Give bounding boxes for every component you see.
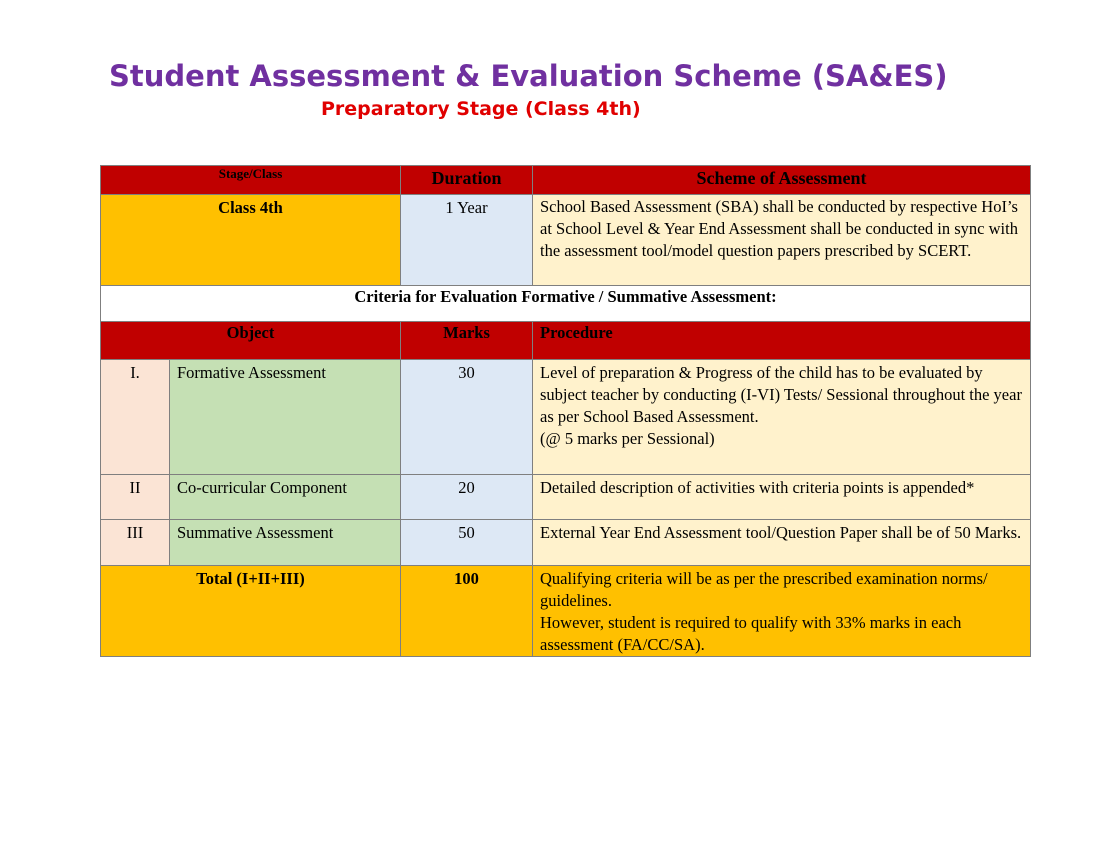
class-cell: Class 4th (101, 195, 401, 286)
row-object: Formative Assessment (170, 360, 401, 475)
total-procedure-text: Qualifying criteria will be as per the prescribed examination norms/ guidelines. (540, 569, 988, 610)
row-marks: 30 (401, 360, 533, 475)
header-duration: Duration (401, 166, 533, 195)
table-row (101, 360, 1031, 475)
scheme-header-row (101, 166, 1031, 195)
header-procedure: Procedure (533, 322, 1031, 360)
procedure-note: (@ 5 marks per Sessional) (540, 429, 715, 448)
row-object: Summative Assessment (170, 520, 401, 566)
row-object: Co-curricular Component (170, 475, 401, 520)
row-number: I. (101, 360, 170, 475)
criteria-header-row (101, 322, 1031, 360)
total-label: Total (I+II+III) (101, 566, 401, 657)
assessment-scheme-table (100, 165, 1031, 657)
total-marks: 100 (401, 566, 533, 657)
procedure-text: Level of preparation & Progress of the child has to be evaluated by subject teacher by conducting (I-VI) Tests/ Sessional throughout the year as per School Based Assessment. (540, 363, 1022, 426)
table-row (101, 520, 1031, 566)
header-object: Object (101, 322, 401, 360)
total-procedure (533, 566, 1031, 657)
page-subtitle: Preparatory Stage (Class 4th) (321, 98, 641, 120)
row-number: III (101, 520, 170, 566)
total-row (101, 566, 1031, 657)
criteria-heading: Criteria for Evaluation Formative / Summative Assessment: (101, 286, 1031, 322)
row-procedure: Detailed description of activities with criteria points is appended* (533, 475, 1031, 520)
row-marks: 50 (401, 520, 533, 566)
page-title: Student Assessment & Evaluation Scheme (SA&ES) (109, 59, 948, 93)
duration-cell: 1 Year (401, 195, 533, 286)
total-procedure-note: However, student is required to qualify with 33% marks in each assessment (FA/CC/SA). (540, 613, 962, 654)
criteria-heading-row (101, 286, 1031, 322)
row-marks: 20 (401, 475, 533, 520)
header-scheme-of-assessment: Scheme of Assessment (533, 166, 1031, 195)
row-number: II (101, 475, 170, 520)
row-procedure: External Year End Assessment tool/Question Paper shall be of 50 Marks. (533, 520, 1031, 566)
table-row (101, 475, 1031, 520)
class-row (101, 195, 1031, 286)
row-procedure (533, 360, 1031, 475)
header-stage-class: Stage/Class (101, 166, 401, 195)
header-marks: Marks (401, 322, 533, 360)
scheme-cell: School Based Assessment (SBA) shall be conducted by respective HoI’s at School Level & Year End Assessment shall be conducted in sync with the assessment tool/model question papers prescribed by SCERT. (533, 195, 1031, 286)
